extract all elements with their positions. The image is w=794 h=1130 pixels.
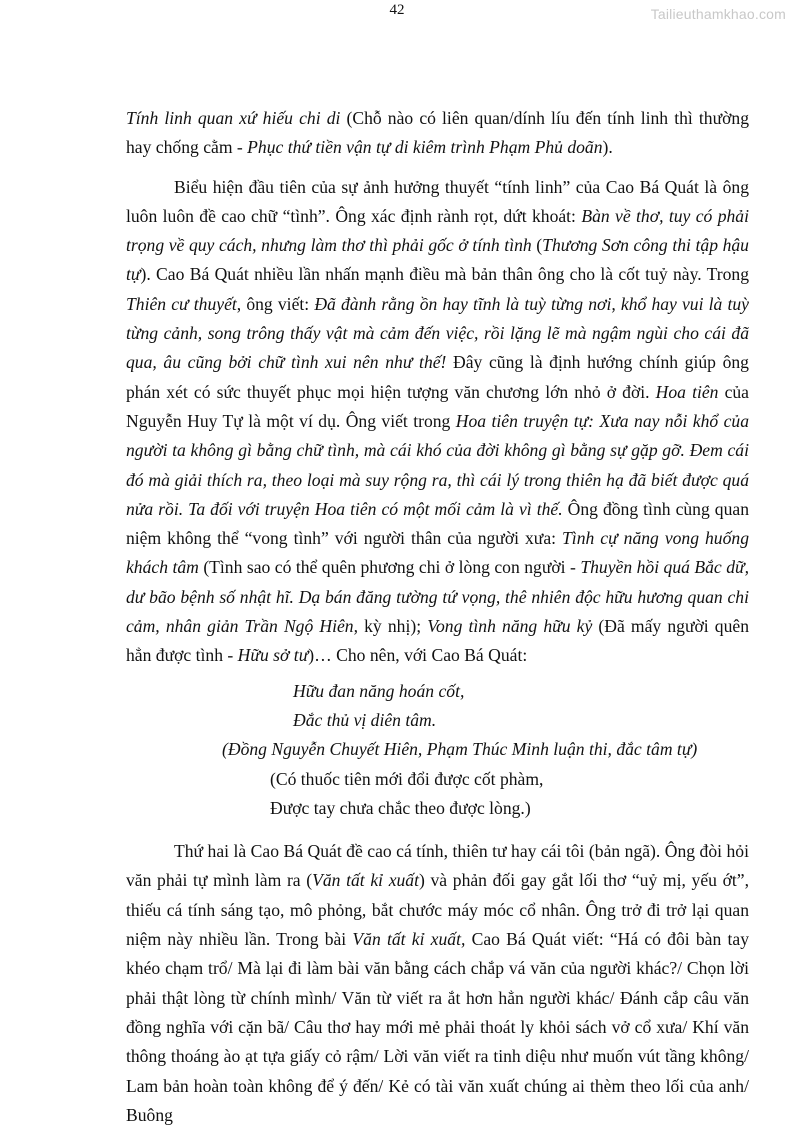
paragraph-3: Thứ hai là Cao Bá Quát đề cao cá tính, thiên tư hay cái tôi (bản ngã). Ông đòi hỏi văn phải tự mình làm ra (Văn tất kỉ xuất) và phản đối gay gắt lối thơ “uỷ mị, yếu ớt”, thiếu cá tính sáng tạo, mô phỏng, bắt chước máy móc cổ nhân. Ông trở đi trở lại quan niệm này nhiều lần. Trong bài Văn tất kỉ xuất, Cao Bá Quát viết: “Há có đôi bàn tay khéo chạm trổ/ Mà lại đi làm bài văn bằng cách chắp vá văn của người khác?/ Chọn lời phải thật lòng từ chính mình/ Văn từ viết ra ắt hơn hẳn người khác/ Đánh cắp câu văn đồng nghĩa với cặn bã/ Câu thơ hay mới mẻ phải thoát ly khỏi sách vở cổ xưa/ Khí văn thông thoáng ào ạt tựa giấy cỏ rậm/ Lời văn viết ra tinh diệu như muốn vút tầng không/ Lam bản hoàn toàn không để ý đến/ Kẻ có tài văn xuất chúng ai thèm theo lối của anh/ Buông xyxy=(126,841,749,1125)
poem-translation-line: (Có thuốc tiên mới đổi được cốt phàm, xyxy=(270,768,544,789)
page-number: 42 xyxy=(389,2,405,18)
poem-source: (Đồng Nguyễn Chuyết Hiên, Phạm Thúc Minh luận thi, đắc tâm tự) xyxy=(222,739,698,760)
watermark: Tailieuthamkhao.com xyxy=(650,6,786,22)
paragraph-1: Tính linh quan xứ hiếu chi di (Chỗ nào có liên quan/dính líu đến tính linh thì thường hay chống cằm - Phục thứ tiền vận tự di kiêm trình Phạm Phủ doãn). xyxy=(126,108,750,158)
document-body xyxy=(126,104,749,1130)
paragraph-2: Biểu hiện đầu tiên của sự ảnh hưởng thuyết “tính linh” của Cao Bá Quát là ông luôn luôn đề cao chữ “tình”. Ông xác định rành rọt, dứt khoát: Bàn về thơ, tuy có phải trọng về quy cách, nhưng làm thơ thì phải gốc ở tính tình (Thương Sơn công thi tập hậu tự). Cao Bá Quát nhiều lần nhấn mạnh điều mà bản thân ông cho là cốt tuỷ này. Trong Thiên cư thuyết, ông viết: Đã đành rằng ồn hay tĩnh là tuỳ từng nơi, khổ hay vui là tuỳ từng cảnh, song trông thấy vật mà cảm đến việc, rồi lặng lẽ mà ngậm ngùi cho cái đã qua, âu cũng bởi chữ tình xui nên như thế! Đây cũng là định hướng chính giúp ông phán xét có sức thuyết phục mọi hiện tượng văn chương lớn nhỏ ở đời. Hoa tiên của Nguyễn Huy Tự là một ví dụ. Ông viết trong Hoa tiên truyện tự: Xưa nay nỗi khổ của người ta không gì bằng chữ tình, mà cái khó của đời không gì bằng sự gặp gỡ. Đem cái đó mà giải thích ra, theo loại mà suy rộng ra, thì cái lý trong thiên hạ đã biết được quá nửa rồi. Ta đối với truyện Hoa tiên có một mối cảm là vì thế. Ông đồng tình cùng quan niệm không thể “vong tình” với người thân của người xưa: Tình cự năng vong huống khách tâm (Tình sao có thể quên phương chi ở lòng con người - Thuyền hồi quá Bắc dữ, dư bão bệnh số nhật hĩ. Dạ bán đăng tường tứ vọng, thê nhiên độc hữu hương quan chi cảm, nhân giản Trần Ngộ Hiên, kỳ nhị); Vong tình năng hữu kỷ (Đã mấy người quên hẳn được tình - Hữu sở tư)… Cho nên, với Cao Bá Quát: xyxy=(126,176,750,666)
poem-line: Hữu đan năng hoán cốt, xyxy=(293,680,465,701)
quote-title: Tính linh quan xứ hiếu chi di xyxy=(126,108,341,128)
poem-translation-line: Được tay chưa chắc theo được lòng.) xyxy=(270,797,531,818)
poem-line: Đắc thủ vị diên tâm. xyxy=(293,709,437,730)
poem-block xyxy=(126,677,749,823)
